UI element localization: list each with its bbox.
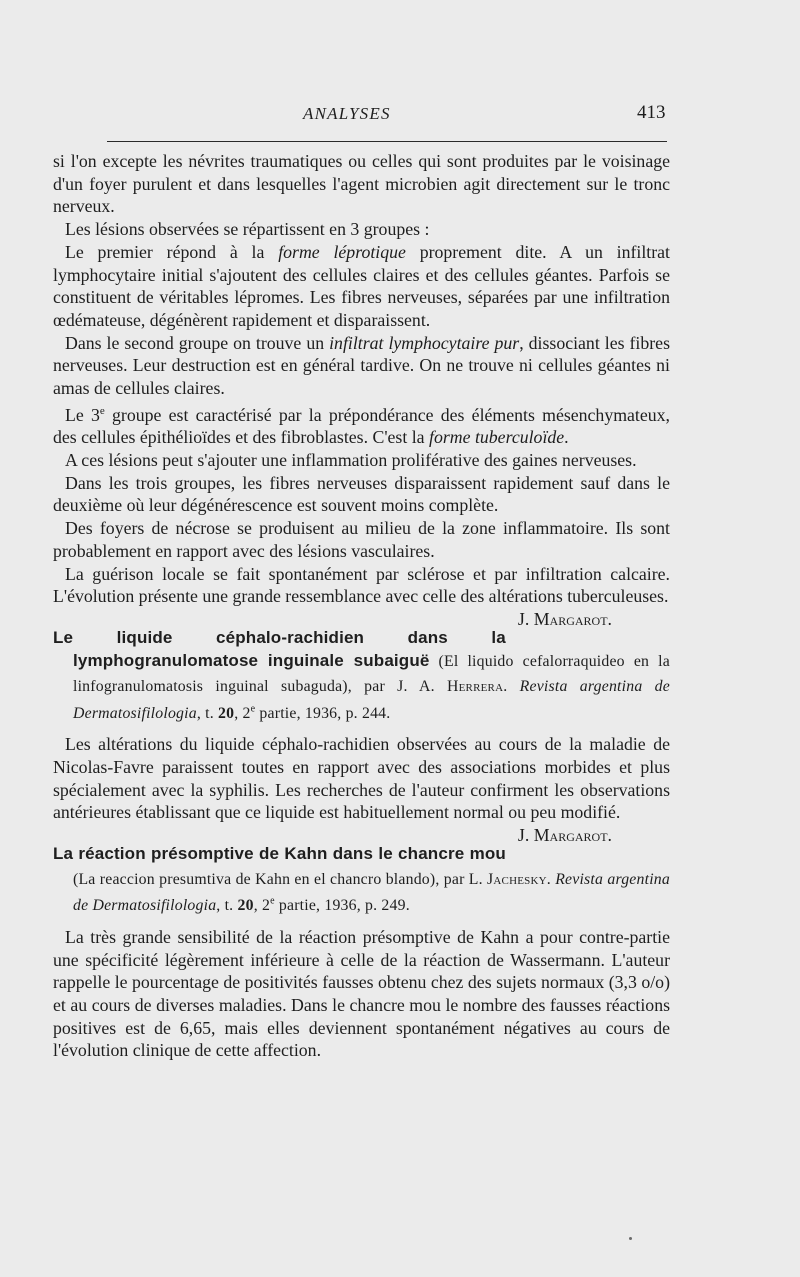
text-run: , 2 xyxy=(234,704,251,722)
article-one-signature: J. Margarot. xyxy=(517,608,612,629)
article-one-paragraph-2: Les lésions observées se répartissent en 3 groupes : xyxy=(65,219,430,240)
article-two-title: Le liquide céphalo-rachidien dans la lymphogranulomatose inguinale subaiguë xyxy=(53,627,506,671)
superscript: e xyxy=(270,896,275,908)
article-one-paragraph-7: Dans les trois groupes, les fibres nerveuses disparaissent rapidement sauf dans le deuxième où leur dégénérescence est souvent moins complète. xyxy=(53,472,670,516)
print-speck xyxy=(629,1237,632,1240)
article-three-journal: Revista argentina de Dermatosifilologia xyxy=(73,870,670,915)
article-one-paragraph-8: Des foyers de nécrose se produisent au milieu de la zone inflammatoire. Ils sont probablement en rapport avec des lésions vasculaires. xyxy=(53,518,670,561)
article-three-body: La très grande sensibilité de la réaction présomptive de Kahn a pour contre-partie une spécificité légèrement inférieure à celle de la réaction de Wassermann. L'auteur rappelle le pourcentage de positivités fausses obtenu chez des sujets normaux (3,3 o/o) et au cours de diverses maladies. Dans le chancre mou le nombre des fausses réactions positives est de 6,65, mais elles deviennent spontanément négatives au cours de l'évolution clinique de cette affection. xyxy=(53,926,670,1061)
header-rule xyxy=(107,141,667,142)
text-run: , t. xyxy=(216,897,238,915)
text-run: , t. xyxy=(196,704,219,722)
article-one-paragraph-1: si l'on excepte les névrites traumatiques ou celles qui sont produites par le voisinage d'un foyer purulent et dans lesquelles l'agent microbien agit directement sur le tronc nerveux. xyxy=(53,151,670,217)
text-run: (La reaccion presumtiva de Kahn en el chancro blando), par xyxy=(73,870,469,888)
page-header xyxy=(0,104,800,128)
text-run: . xyxy=(564,427,569,448)
article-two-body xyxy=(53,733,670,846)
article-one-paragraph-5 xyxy=(53,400,670,449)
text-run: Le premier répond à la xyxy=(65,241,279,262)
emphasis: forme léprotique xyxy=(278,241,406,262)
text-run: groupe est caractérisé par la prépondérance des éléments mésenchymateux, des cellules épithélioïdes et des fibroblastes. C'est la xyxy=(53,404,670,448)
article-one-paragraph-3 xyxy=(53,241,670,332)
text-run: . xyxy=(546,870,556,888)
article-one-paragraph-4 xyxy=(53,332,670,400)
page-body xyxy=(53,150,670,1062)
running-title: ANALYSES xyxy=(303,104,391,123)
text-run: partie, 1936, p. 249. xyxy=(274,897,410,915)
article-three-volume: 20 xyxy=(237,897,254,915)
text-run: proprement dite. A un infiltrat lymphocytaire initial s'ajoutent des cellules claires et des cellules géantes. Parfois se constituent de véritables lépromes. Les fibres nerveuses, séparées par une infiltration œdémateuse, dégénèrent rapidement et disparaissent. xyxy=(53,241,670,330)
emphasis: forme tuberculoïde xyxy=(429,427,565,448)
article-one-paragraph-6: A ces lésions peut s'ajouter une inflammation proliférative des gaines nerveuses. xyxy=(65,450,637,471)
article-three-author: L. Jachesky xyxy=(468,870,547,888)
article-three-heading xyxy=(53,842,670,918)
article-two-volume: 20 xyxy=(218,704,235,722)
text-run: . xyxy=(503,677,520,695)
article-two-signature: J. Margarot. xyxy=(517,825,612,846)
text-run: La guérison locale se fait spontanément par sclérose et par infiltration calcaire. L'évolution présente une grande ressemblance avec celle des altérations tuberculeuses. xyxy=(53,563,670,607)
superscript: e xyxy=(99,404,105,417)
article-two-journal: Revista argentina de Dermatosifilologia xyxy=(73,677,670,722)
text-run: , dissociant les fibres nerveuses. Leur destruction est en général tardive. On ne trouve ni cellules géantes ni amas de cellules claires. xyxy=(53,332,670,399)
text-run: , 2 xyxy=(253,897,271,915)
text-run: (El liquido cefalorraquideo en la linfogranulomatosis inguinal subaguda), par xyxy=(73,653,670,695)
superscript: e xyxy=(250,703,256,715)
text-run: Les altérations du liquide céphalo-rachidien observées au cours de la maladie de Nicolas-Favre paraissent toutes en rapport avec des associations morbides et plus spécialement avec la syphilis. Les recherches de l'auteur confirment les observations antérieures établissant que ce liquide est habituellement normal ou peu modifié. xyxy=(53,734,670,823)
article-two-heading xyxy=(53,626,670,725)
emphasis: infiltrat lymphocytaire pur xyxy=(329,332,520,353)
page-number: 413 xyxy=(637,102,666,123)
article-three-title: La réaction présomptive de Kahn dans le chancre mou xyxy=(53,844,506,864)
text-run: Dans le second groupe on trouve un xyxy=(65,332,330,353)
text-run: Le 3 xyxy=(65,404,100,425)
article-three-source xyxy=(73,871,670,915)
article-two-author: J. A. Herrera xyxy=(397,677,504,695)
article-one-paragraph-9 xyxy=(53,563,670,629)
text-run: partie, 1936, p. 244. xyxy=(255,704,391,722)
